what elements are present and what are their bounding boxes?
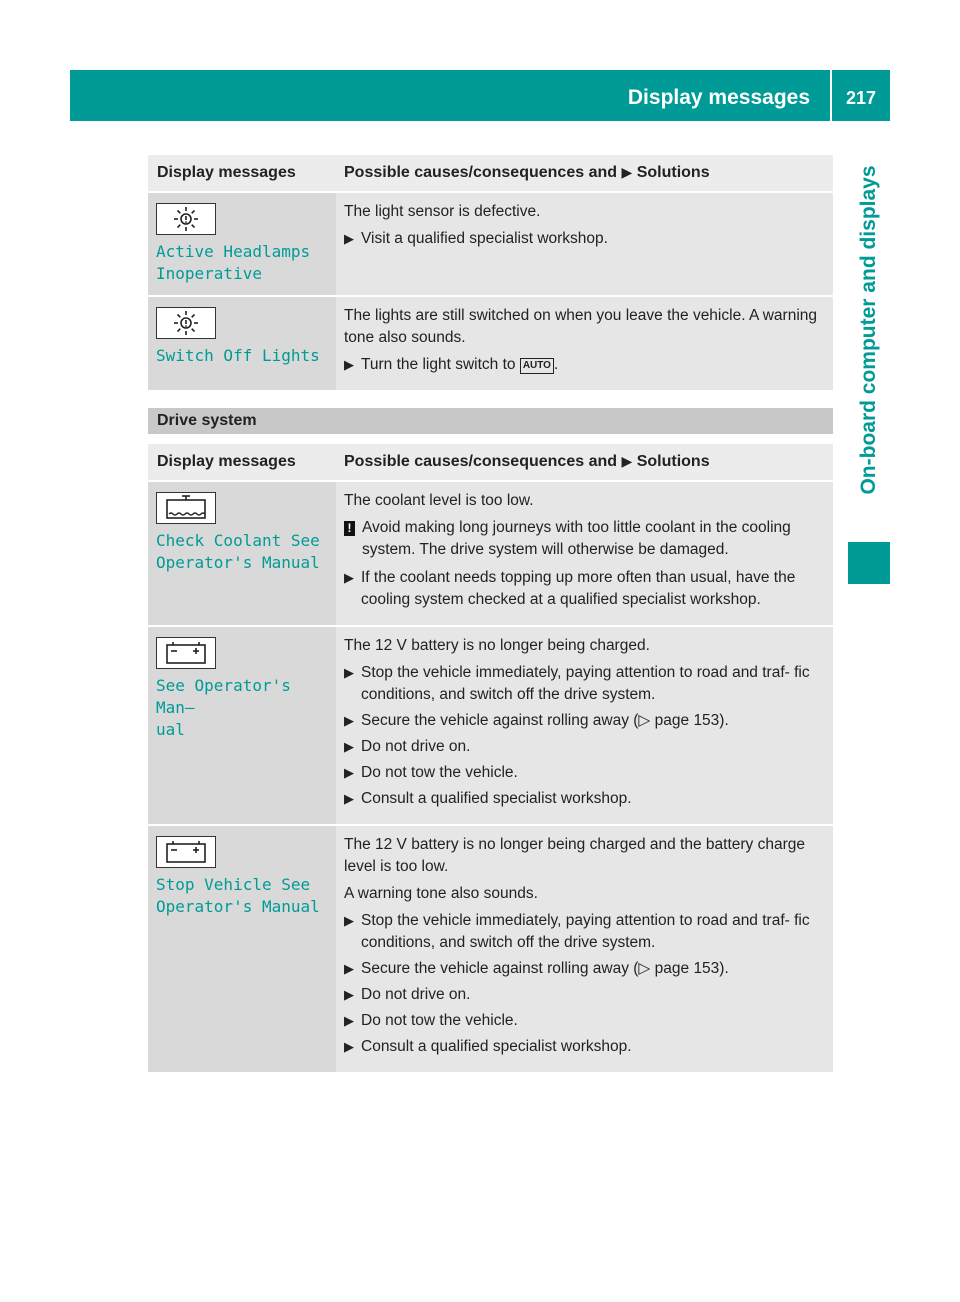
cause-cell	[336, 296, 833, 391]
table-row	[148, 296, 833, 391]
step-arrow-icon: ▶	[344, 231, 354, 246]
step-arrow-icon: ▶	[344, 961, 354, 976]
lights-messages-table	[148, 155, 833, 392]
coolant-icon	[156, 492, 216, 524]
solution-step: ▶ Consult a qualified specialist workshop.	[344, 1036, 827, 1058]
battery-icon	[156, 836, 216, 868]
cause-text: The coolant level is too low.	[344, 492, 534, 509]
page-number: 217	[845, 88, 877, 108]
message-cell	[148, 626, 336, 825]
play-arrow-icon: ▶	[621, 453, 633, 469]
header-title: Display messages	[627, 86, 810, 109]
solution-step: ▶ Do not drive on.	[344, 984, 827, 1006]
display-message-line: Stop Vehicle See	[156, 875, 311, 894]
step-arrow-icon: ▶	[344, 713, 354, 728]
drive-system-section	[148, 408, 833, 1074]
battery-icon	[156, 637, 216, 669]
table-header-row	[148, 444, 833, 481]
solution-step: ▶ Consult a qualified specialist workshop.	[344, 788, 827, 810]
solution-step: ▶ Do not drive on.	[344, 736, 827, 758]
message-cell	[148, 481, 336, 626]
page-header	[70, 70, 890, 121]
solution-step: ▶ Visit a qualified specialist workshop.	[344, 228, 827, 250]
display-message-line: Inoperative	[156, 264, 262, 283]
step-arrow-icon: ▶	[344, 739, 354, 754]
solution-step: ▶ Do not tow the vehicle.	[344, 1010, 827, 1032]
cause-text: The 12 V battery is no longer being charged and the battery charge level is too low.	[344, 836, 805, 875]
side-tab-marker	[848, 542, 890, 584]
table-header-row	[148, 155, 833, 192]
column-header-display-messages: Display messages	[148, 155, 336, 192]
step-arrow-icon: ▶	[344, 913, 354, 928]
cause-cell	[336, 481, 833, 626]
exclamation-icon: !	[344, 521, 355, 536]
display-message-line: Switch Off Lights	[156, 346, 320, 365]
message-cell	[148, 296, 336, 391]
message-cell	[148, 825, 336, 1073]
cause-text: The light sensor is defective.	[344, 203, 541, 220]
cause-cell	[336, 825, 833, 1073]
drive-system-table	[148, 444, 833, 1074]
side-tab-label: On-board computer and displays	[857, 165, 880, 495]
cause-text: The lights are still switched on when you leave the vehicle. A warning tone also sounds.	[344, 307, 818, 346]
step-arrow-icon: ▶	[344, 357, 354, 372]
display-message-line: ual	[156, 720, 185, 739]
warning-note: ! Avoid making long journeys with too little coolant in the cooling system. The drive system will otherwise be damaged.	[344, 517, 827, 561]
column-header-causes: Possible causes/consequences and ▶ Solutions	[336, 155, 833, 192]
display-message-line: Operator's Manual	[156, 553, 320, 572]
step-arrow-icon: ▶	[344, 665, 354, 680]
step-arrow-icon: ▶	[344, 791, 354, 806]
light-bulb-icon	[156, 203, 216, 235]
solution-step: ▶ Turn the light switch to AUTO .	[344, 354, 827, 376]
table-row	[148, 825, 833, 1073]
play-arrow-icon: ▶	[621, 164, 633, 180]
display-message-line: Check Coolant See	[156, 531, 320, 550]
message-cell	[148, 192, 336, 296]
solution-step: ▶ Secure the vehicle against rolling away (▷ page 153).	[344, 710, 827, 732]
solution-step: ▶ Secure the vehicle against rolling away (▷ page 153).	[344, 958, 827, 980]
step-arrow-icon: ▶	[344, 1039, 354, 1054]
display-message-line: See Operator's Man–	[156, 676, 291, 717]
step-arrow-icon: ▶	[344, 987, 354, 1002]
side-tab	[848, 130, 890, 530]
table-row	[148, 626, 833, 825]
solution-step: ▶ Stop the vehicle immediately, paying attention to road and traf- fic conditions, and switch off the drive system.	[344, 664, 810, 703]
solution-step: ▶ If the coolant needs topping up more often than usual, have the cooling system checked at a qualified specialist workshop.	[344, 569, 796, 608]
auto-switch-icon: AUTO	[520, 358, 554, 374]
table-row	[148, 481, 833, 626]
solution-step: ▶ Stop the vehicle immediately, paying attention to road and traf- fic conditions, and switch off the drive system.	[344, 912, 810, 951]
solution-step: ▶ Do not tow the vehicle.	[344, 762, 827, 784]
cause-cell	[336, 626, 833, 825]
column-header-causes: Possible causes/consequences and ▶ Solutions	[336, 444, 833, 481]
display-message-line: Operator's Manual	[156, 897, 320, 916]
cause-text: The 12 V battery is no longer being charged.	[344, 637, 650, 654]
step-arrow-icon: ▶	[344, 570, 354, 585]
light-bulb-icon	[156, 307, 216, 339]
cause-text: A warning tone also sounds.	[344, 885, 538, 902]
section-title: Drive system	[148, 408, 833, 434]
table-row	[148, 192, 833, 296]
column-header-display-messages: Display messages	[148, 444, 336, 481]
display-message-line: Active Headlamps	[156, 242, 311, 261]
step-arrow-icon: ▶	[344, 765, 354, 780]
cause-cell	[336, 192, 833, 296]
step-arrow-icon: ▶	[344, 1013, 354, 1028]
